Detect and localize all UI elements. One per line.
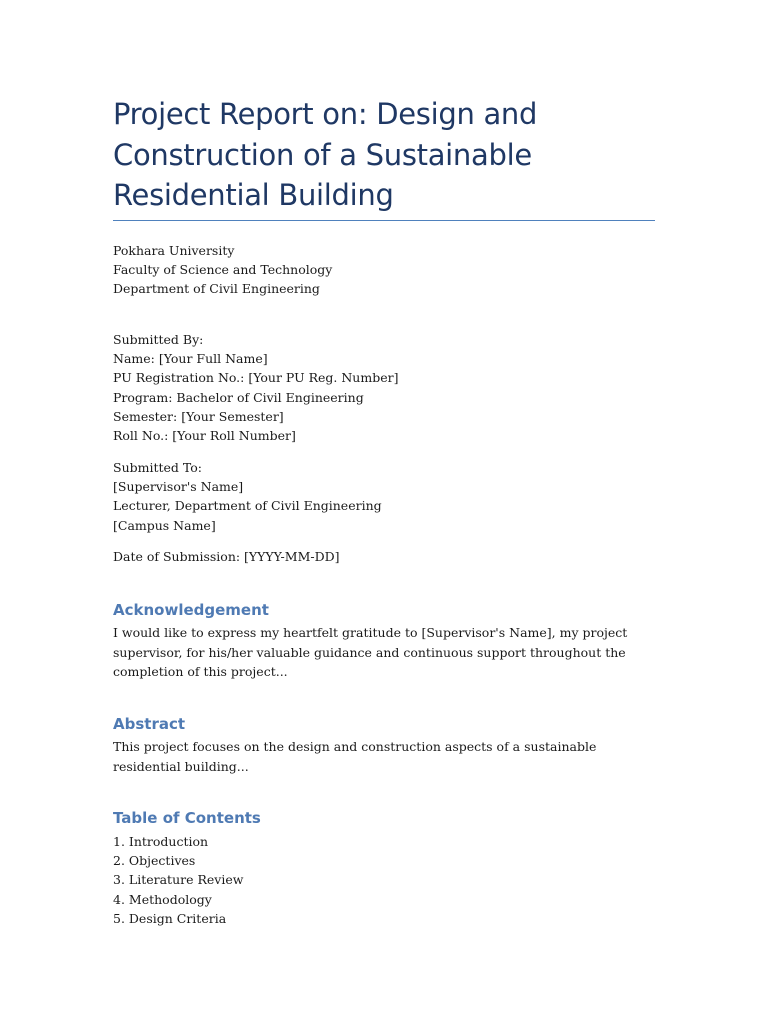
abstract-heading: Abstract (113, 715, 186, 733)
toc-item: 4. Methodology (113, 891, 212, 907)
toc-item: 2. Objectives (113, 853, 196, 869)
institution-block (113, 241, 673, 299)
report-title (113, 94, 673, 216)
report-title-line-2: Construction of a Sustainable (113, 137, 532, 172)
title-underline-rule (113, 220, 655, 221)
report-title-line-1: Project Report on: Design and (113, 97, 538, 131)
table-of-contents-heading: Table of Contents (113, 809, 261, 827)
supervisor-name: [Supervisor's Name] (113, 479, 244, 495)
supervisor-position: Lecturer, Department of Civil Engineering (113, 498, 382, 514)
university-name: Pokhara University (113, 243, 235, 258)
submitted-by-block (113, 330, 673, 445)
toc-item: 3. Literature Review (113, 872, 244, 888)
registration-number: PU Registration No.: [Your PU Reg. Number] (113, 370, 399, 386)
roll-number: Roll No.: [Your Roll Number] (113, 428, 296, 444)
submission-date-block (113, 547, 673, 566)
semester: Semester: [Your Semester] (113, 408, 284, 424)
submitted-by-heading: Submitted By: (113, 332, 204, 347)
campus-name: [Campus Name] (113, 517, 216, 533)
acknowledgement-heading: Acknowledgement (113, 601, 269, 619)
department-name: Department of Civil Engineering (113, 281, 320, 297)
toc-item: 5. Design Criteria (113, 910, 227, 926)
faculty-name: Faculty of Science and Technology (113, 262, 333, 278)
student-name: Name: [Your Full Name] (113, 351, 268, 367)
acknowledgement-text: I would like to express my heartfelt gratitude to [Supervisor's Name], my project supervisor, for his/her valuable guidance and continuous support throughout the completion of this project... (113, 625, 628, 679)
program-name: Program: Bachelor of Civil Engineering (113, 389, 364, 405)
abstract-text: This project focuses on the design and construction aspects of a sustainable residential building... (113, 739, 597, 774)
report-title-line-3: Residential Building (113, 178, 394, 212)
toc-item: 1. Introduction (113, 834, 209, 849)
date-of-submission: Date of Submission: [YYYY-MM-DD] (113, 549, 340, 564)
submitted-to-block (113, 458, 673, 535)
submitted-to-heading: Submitted To: (113, 460, 202, 475)
table-of-contents-list (113, 832, 243, 928)
